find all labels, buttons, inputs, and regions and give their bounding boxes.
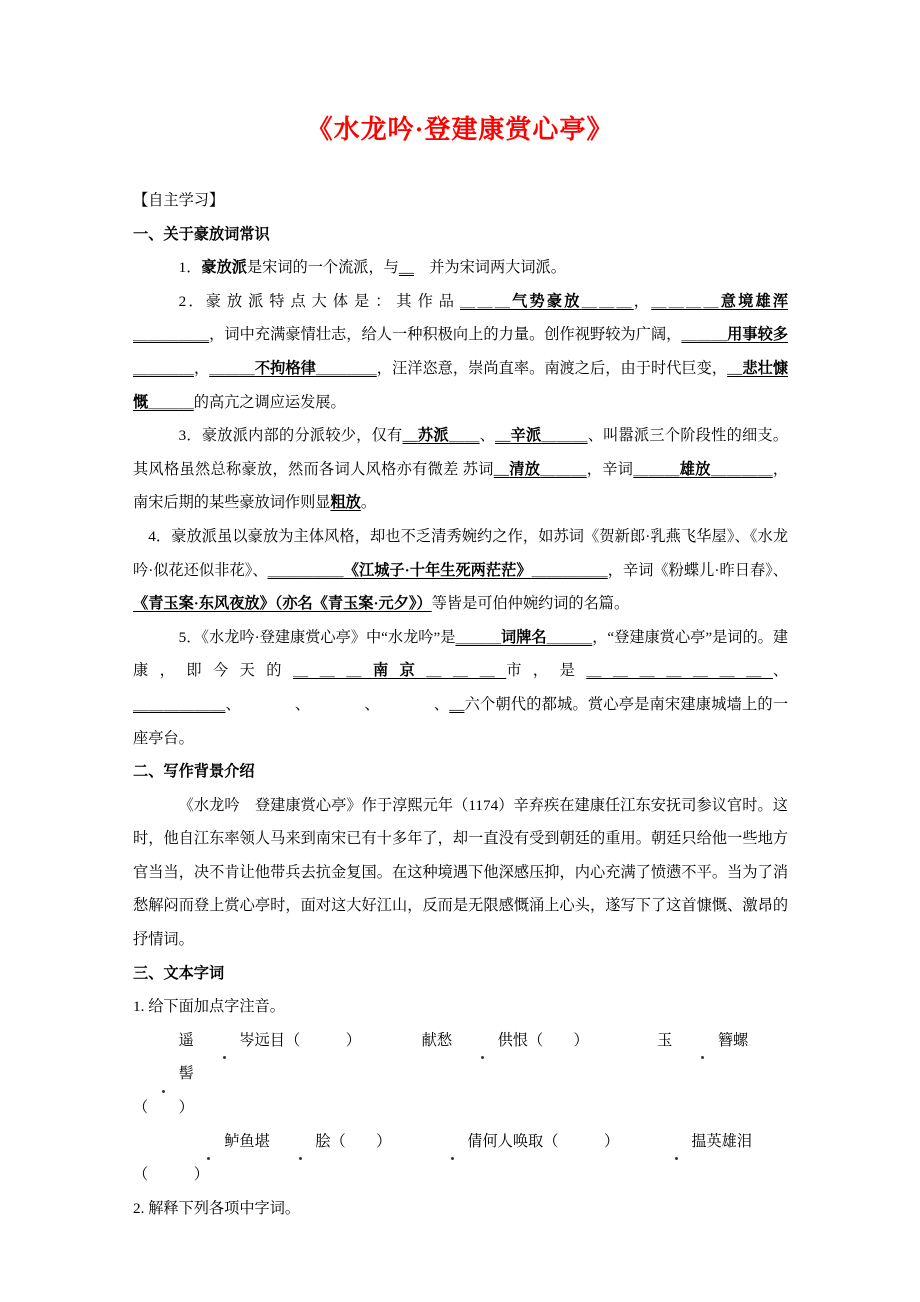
section-three-header: 三、文本字词 <box>133 964 225 982</box>
item-4-text-b: ，辛词《粉蝶儿·昨日春》、 <box>607 561 788 579</box>
item-2-blank-g[interactable]: ＿＿＿ <box>209 359 255 377</box>
vocab-row-2 <box>133 1125 788 1192</box>
item-2 <box>133 285 788 419</box>
vocab-item-yaocen-dotted-char: 岑 <box>194 1024 255 1058</box>
item-3-answer-b: 辛派 <box>510 427 542 445</box>
item-3-blank-b[interactable]: ＿＿ <box>448 427 480 445</box>
item-5 <box>133 621 788 755</box>
item-4-number: 4． <box>148 527 172 545</box>
item-2-text-a: 豪放派特点大体是：其作品 <box>205 292 460 310</box>
vocab-item-gonghen <box>422 1032 589 1049</box>
item-5-blank-f[interactable]: ＿＿＿＿＿＿ <box>133 695 226 713</box>
item-3-text-d: ，辛词 <box>586 460 634 478</box>
item-3-text-f: 。 <box>360 494 376 512</box>
item-2-number: 2． <box>178 292 206 310</box>
vocab-item-lukuai-mid: 鱼堪 <box>239 1132 270 1150</box>
item-4-answer-a: 《江城子·十年生死两茫茫》 <box>343 561 532 579</box>
item-3-text-a: 豪放派内部的分派较少，仅有 <box>201 427 403 445</box>
vocab-item-yuzanluoji-mid: 螺 <box>733 1031 749 1049</box>
item-4-blank-b[interactable]: ＿＿＿＿＿ <box>531 561 608 579</box>
document-body <box>133 184 788 1225</box>
item-5-blank-a[interactable]: ＿＿＿ <box>455 628 502 646</box>
item-2-text-f: 的高亢之调应运发展。 <box>193 393 346 411</box>
item-5-text-f: 六个朝代的都城。赏心亭是南宋建康城墙上的一座亭台。 <box>133 695 789 747</box>
item-2-answer-c: 用事较多 <box>727 326 789 344</box>
item-2-blank-i[interactable]: __ <box>727 359 743 377</box>
item-5-number: 5． <box>178 628 202 646</box>
vocab-item-yaocen-prefix: 遥 <box>178 1031 194 1049</box>
item-3-answer-d: 雄放 <box>679 460 711 478</box>
item-1-text-a: 是宋词的一个流派，与 <box>246 259 399 277</box>
vocab-item-lukuai-dotted-char-2: 脍 <box>270 1125 331 1159</box>
item-2-answer-b: 意境雄浑 <box>720 292 789 310</box>
vocab-row-1-trailing-paren[interactable]: （ ） <box>133 1099 194 1117</box>
vocab-item-yaocen <box>179 1032 361 1049</box>
item-3-text-b: 、 <box>479 427 496 445</box>
item-5-blank-d[interactable]: ＿＿＿ <box>426 662 507 680</box>
vocab-row-1 <box>133 1024 788 1091</box>
vocab-item-lukuai <box>179 1133 392 1150</box>
item-2-text-d: ， <box>193 359 210 377</box>
item-2-blank-j[interactable]: ＿＿＿ <box>148 393 194 411</box>
item-2-text-c: ，词中充满豪情壮志，给人一种积极向上的力量。创作视野较为广阔， <box>209 326 682 344</box>
item-5-text-d: 、 <box>772 662 789 680</box>
item-2-text-e: ，汪洋恣意，崇尚直率。南渡之后，由于时代巨变， <box>376 359 728 377</box>
item-3-blank-d[interactable]: ＿＿＿ <box>541 427 588 445</box>
item-2-blank-f[interactable]: ＿＿＿＿ <box>133 359 194 377</box>
item-3-blank-f[interactable]: ＿＿＿ <box>540 460 587 478</box>
item-2-blank-h[interactable]: ＿＿＿＿ <box>315 359 377 377</box>
autonomy-learning-header: 【自主学习】 <box>133 192 225 209</box>
item-5-text-e: 、 、 、 、 <box>225 695 450 713</box>
vocab-row-1-gap-1 <box>361 1032 422 1049</box>
item-5-text-a: 《水龙吟·登建康赏心亭》中“水龙吟”是 <box>201 628 456 646</box>
item-2-blank-c[interactable]: ＿＿＿＿ <box>651 292 721 310</box>
vocab-row-1-gap-2 <box>589 1032 657 1049</box>
item-3-blank-g[interactable]: ＿＿＿ <box>633 460 680 478</box>
item-3-blank-c[interactable]: __ <box>495 427 511 445</box>
item-2-blank-d[interactable]: ＿＿＿＿＿ <box>133 326 210 344</box>
vocab-q2-label: 2. 解释下列各项中字词。 <box>133 1199 301 1217</box>
vocab-q1-label: 1. 给下面加点字注音。 <box>133 998 285 1016</box>
vocab-item-gonghen-suffix[interactable]: 恨（ ） <box>512 1031 589 1049</box>
vocab-item-wen-suffix[interactable]: 英雄泪（ ） <box>133 1132 753 1184</box>
section-two-header: 二、写作背景介绍 <box>133 763 255 781</box>
vocab-item-qian <box>422 1133 619 1150</box>
item-3-answer-e: 粗放 <box>330 494 361 512</box>
vocab-item-yaocen-suffix[interactable]: 远目（ ） <box>254 1031 361 1049</box>
vocab-item-wen-dotted-char: 揾 <box>646 1125 707 1159</box>
item-3-blank-a[interactable]: __ <box>402 427 418 445</box>
item-2-blank-a[interactable]: ＿＿＿ <box>459 292 513 310</box>
item-1-text-b: 并为宋词两大词派。 <box>414 259 566 277</box>
vocab-row-2-gap-1 <box>391 1133 421 1150</box>
item-1 <box>133 251 788 285</box>
item-2-answer-d: 不拘格律 <box>254 359 316 377</box>
item-5-text-c: 市，是 <box>506 662 587 680</box>
item-2-text-b: ， <box>633 292 652 310</box>
item-4-blank-a[interactable]: ＿＿＿＿＿ <box>267 561 344 579</box>
item-3 <box>133 419 788 520</box>
item-2-answer-a: 气势豪放 <box>512 292 582 310</box>
vocab-row-2-gap-2 <box>619 1133 646 1150</box>
vocab-item-yuzanluoji-dotted-char-2: 髻 <box>133 1057 194 1091</box>
item-1-keyword: 豪放派 <box>201 259 247 277</box>
vocab-item-lukuai-suffix[interactable]: （ ） <box>330 1132 392 1150</box>
item-4-text-a: 豪放派虽以豪放为主体风格，却也不乏清秀婉约之作，如苏词《贺新郎·乳燕飞华屋》、《水龙吟·似花还似非花》、 <box>133 527 789 579</box>
item-2-blank-e[interactable]: ＿＿＿ <box>681 326 728 344</box>
item-5-blank-g[interactable]: __ <box>449 695 465 713</box>
item-4 <box>133 520 788 621</box>
item-2-answer-e: 悲壮慷慨 <box>133 359 789 411</box>
item-5-answer-b: 南京 <box>372 662 427 680</box>
item-3-blank-h[interactable]: ＿＿＿＿ <box>710 460 773 478</box>
item-3-text-e: ，南宋后期的某些豪放词作则显 <box>133 460 789 512</box>
item-1-number: 1． <box>178 259 202 277</box>
item-4-answer-b: 《青玉案·东风夜放》（亦名《青玉案·元夕》） <box>133 595 432 613</box>
vocab-item-yuzanluoji-prefix: 玉 <box>657 1031 673 1049</box>
item-1-blank-a[interactable]: __ <box>398 259 414 277</box>
item-5-text-b: ，“登建康赏心亭”是词的。建康，即今天的 <box>133 628 789 680</box>
item-2-blank-b[interactable]: ＿＿＿ <box>581 292 634 310</box>
item-3-answer-a: 苏派 <box>417 427 449 445</box>
item-5-answer-a: 词牌名 <box>501 628 547 646</box>
item-5-blank-b[interactable]: ＿＿＿ <box>546 628 593 646</box>
item-3-number: 3． <box>178 427 202 445</box>
item-4-text-c: 等皆是可伯仲婉约词的名篇。 <box>431 595 630 613</box>
item-3-answer-c: 清放 <box>508 460 541 478</box>
item-5-blank-e[interactable]: ＿＿＿＿＿＿＿ <box>586 662 773 680</box>
vocab-item-qian-dotted-char: 倩 <box>422 1125 483 1159</box>
vocab-item-qian-suffix[interactable]: 何人唤取（ ） <box>482 1132 620 1150</box>
background-paragraph: 《水龙吟 登建康赏心亭》作于淳熙元年（1174）辛弃疾在建康任江东安抚司参议官时。这时，他自江东率领人马来到南宋已有十多年了，却一直没有受到朝廷的重用。朝廷只给他一些地方官当当，决不肯让他带兵去抗金复国。在这种境遇下他深感压抑，内心充满了愤懑不平。当为了消愁解闷而登上赏心亭时，面对这大好江山，反而是无限感慨涌上心头，遂写下了这首慷慨、激昂的抒情词。 <box>133 796 788 949</box>
item-5-blank-c[interactable]: ＿＿＿ <box>292 662 373 680</box>
item-3-blank-e[interactable]: __ <box>493 460 509 478</box>
item-3-text-c: 、叫嚣派三个阶段性的细支。其风格虽然总称豪放，然而各词人风格亦有微差 苏词 <box>133 427 789 478</box>
page-title: 《水龙吟·登建康赏心亭》 <box>306 115 614 144</box>
vocab-item-lukuai-dotted-char-1: 鲈 <box>179 1125 240 1159</box>
vocab-item-gonghen-prefix: 献愁 <box>421 1031 452 1049</box>
vocab-item-yuzanluoji-dotted-char-1: 簪 <box>672 1024 733 1058</box>
vocab-item-gonghen-dotted-char: 供 <box>452 1024 513 1058</box>
section-one-header: 一、关于豪放词常识 <box>133 225 270 243</box>
